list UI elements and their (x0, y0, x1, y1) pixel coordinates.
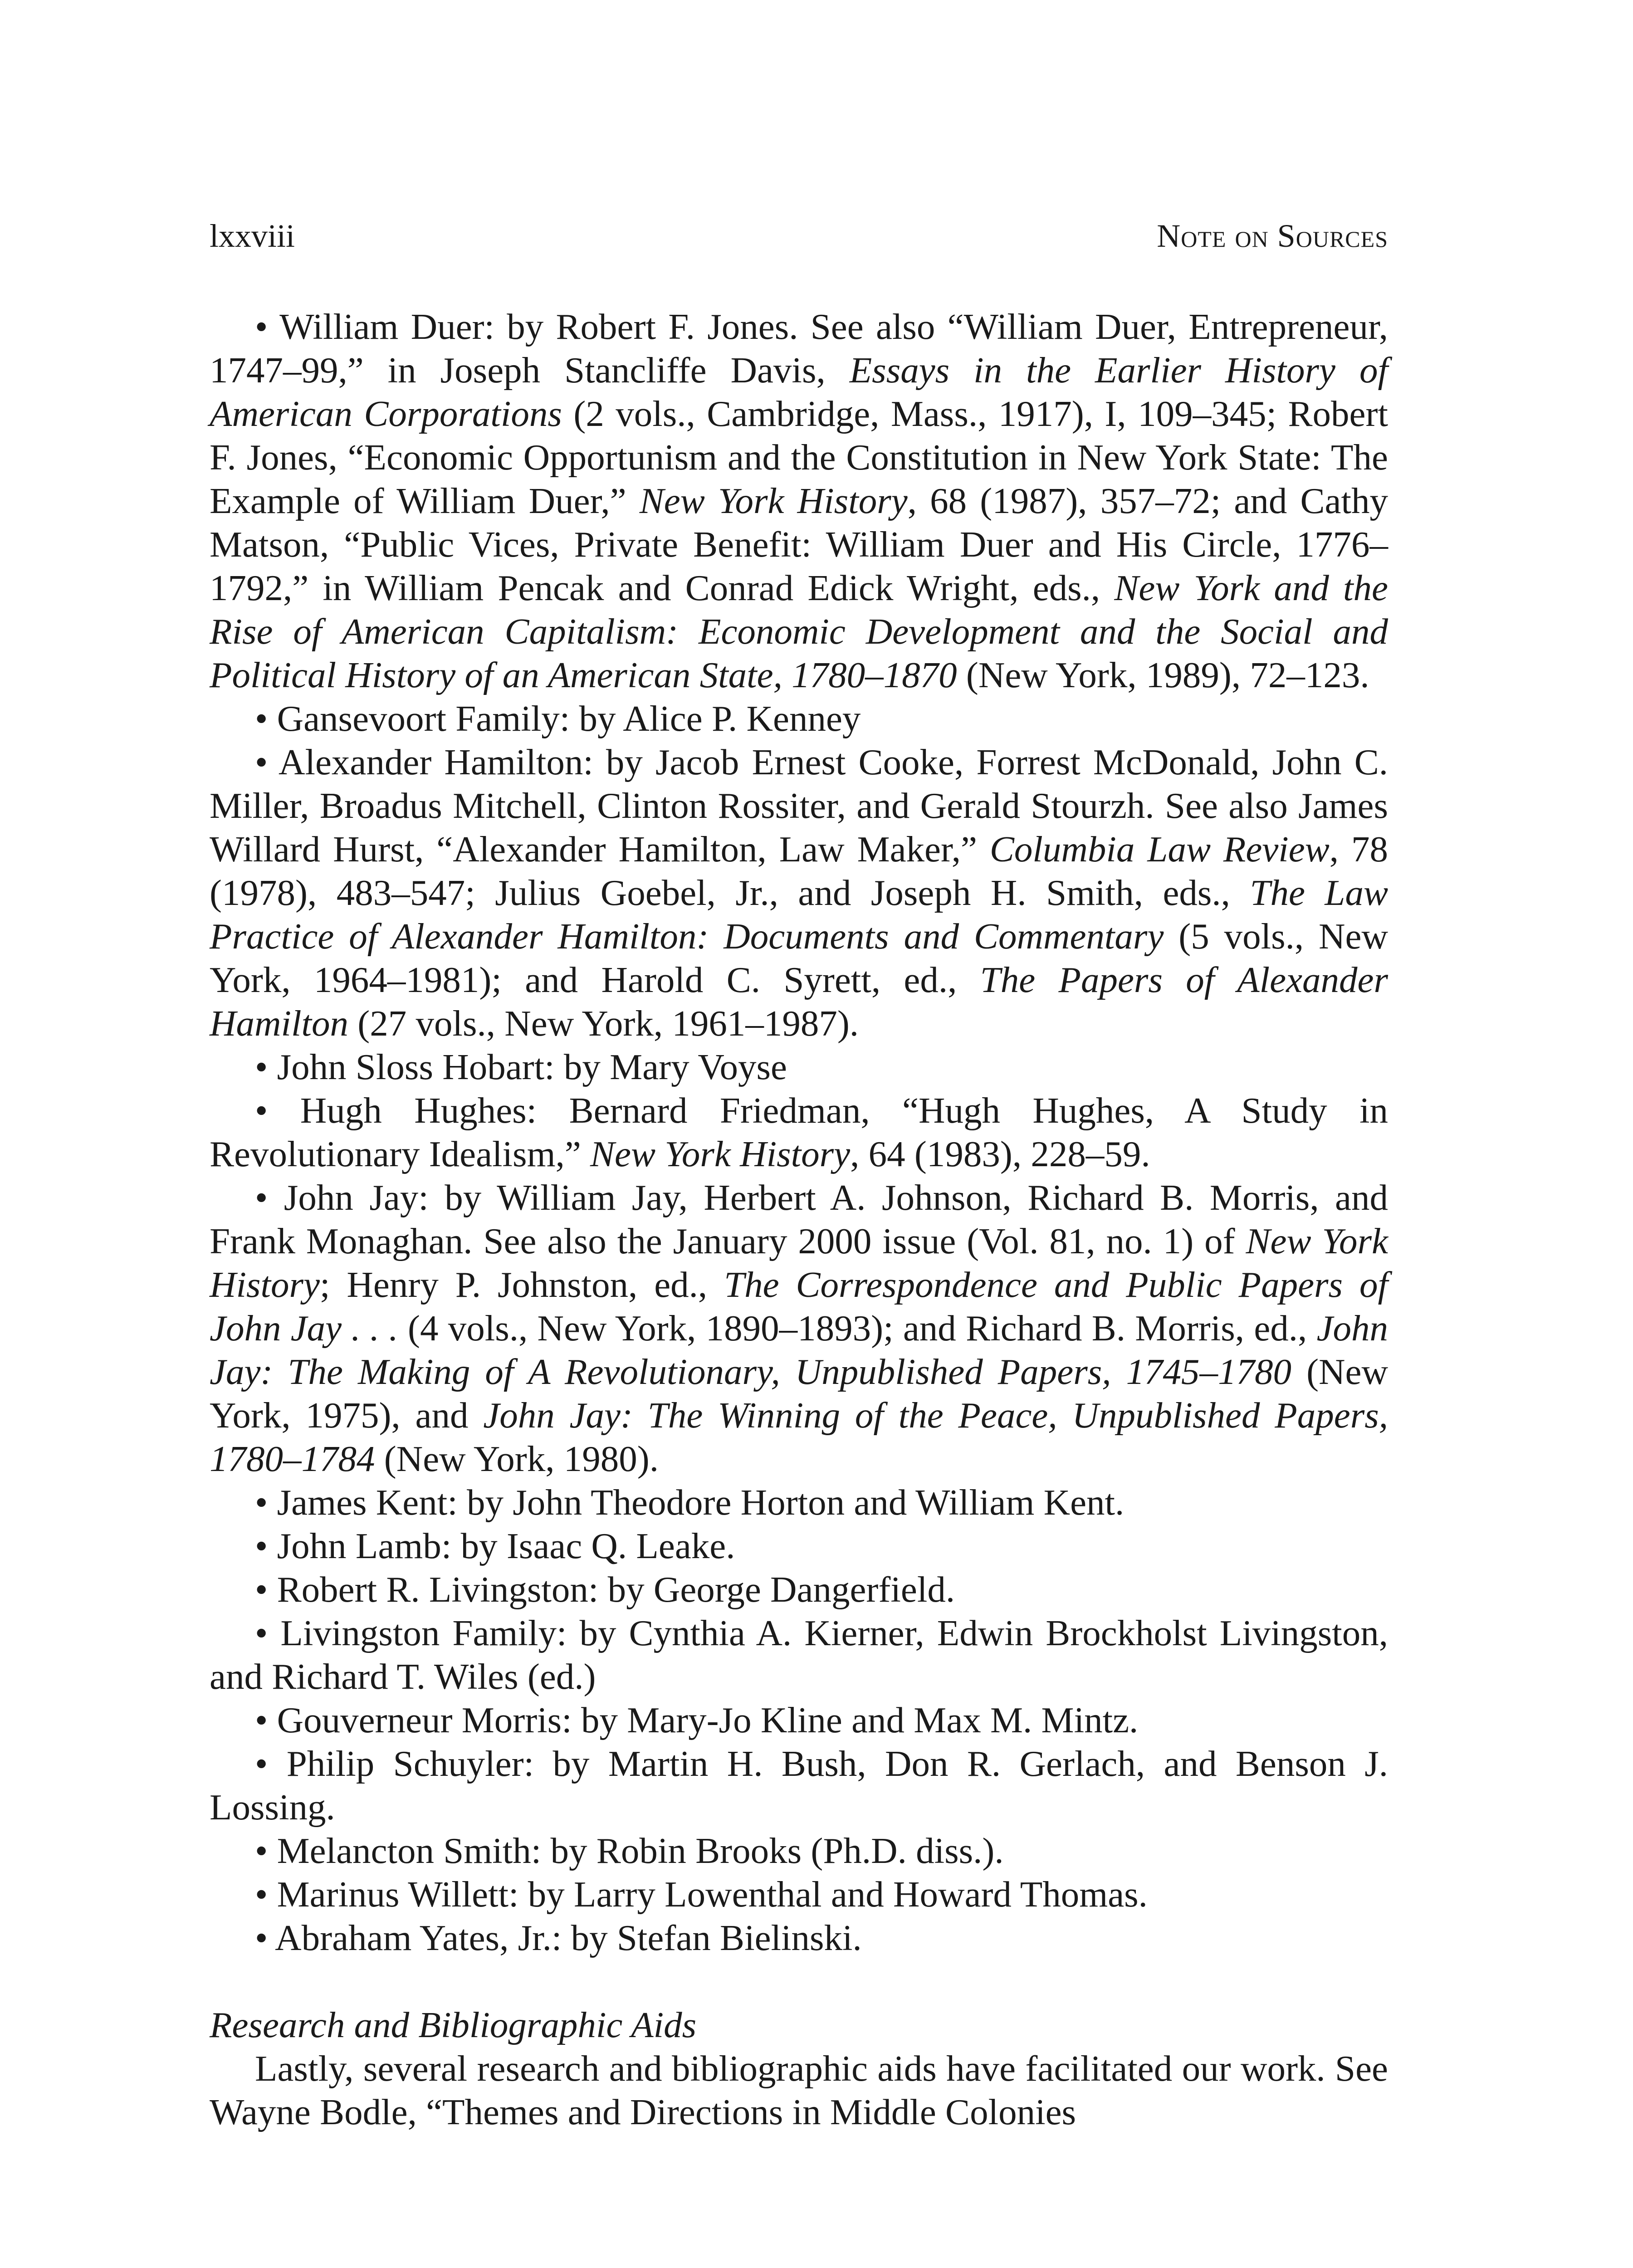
entry-text: • John Lamb: by Isaac Q. Leake. (255, 1525, 735, 1566)
section-heading: Research and Bibliographic Aids (210, 2004, 697, 2045)
entry-text: , 78 (1978), 483–547; Julius Goebel, Jr., and Joseph H. Smith, eds., (210, 829, 1389, 913)
entry-text: • Philip Schuyler: by Martin H. Bush, Don R. Gerlach, and Benson J. Lossing. (210, 1743, 1388, 1828)
bibliography-entry (210, 1089, 1388, 1176)
work-title: New York History (210, 1221, 1389, 1305)
running-title: Note on Sources (1157, 218, 1388, 254)
entry-text: • Livingston Family: by Cynthia A. Kierner, Edwin Brockholst Livingston, and Richard T. Wiles (ed.) (210, 1613, 1388, 1697)
bibliography-entry (210, 1829, 1388, 1872)
entry-text: • Hugh Hughes: Bernard Friedman, “Hugh Hughes, A Study in Revolutionary Idealism,” (210, 1090, 1388, 1174)
entry-text: (New York, 1975), and (210, 1351, 1389, 1436)
entry-text: ; Henry P. Johnston, ed., (320, 1264, 724, 1305)
entry-text: • John Sloss Hobart: by Mary Voyse (255, 1046, 787, 1087)
entry-text: • James Kent: by John Theodore Horton and William Kent. (255, 1482, 1125, 1523)
entry-text: • Marinus Willett: by Larry Lowenthal and Howard Thomas. (255, 1874, 1148, 1915)
work-title: The Correspondence and Public Papers of John Jay . . . (210, 1264, 1388, 1349)
work-title: The Law Practice of Alexander Hamilton: Documents and Commentary (210, 872, 1388, 957)
entry-text: • Melancton Smith: by Robin Brooks (Ph.D. diss.). (255, 1830, 1004, 1871)
entry-text: (New York, 1989), 72–123. (957, 655, 1369, 695)
work-title: The Papers of Alexander Hamilton (210, 959, 1389, 1044)
bibliography-entry (210, 1698, 1388, 1742)
bibliography-list (210, 305, 1388, 1960)
work-title: John Jay: The Making of A Revolutionary, Unpublished Papers, 1745–1780 (210, 1308, 1389, 1392)
entry-text: • John Jay: by William Jay, Herbert A. Johnson, Richard B. Morris, and Frank Monaghan. See also the January 2000 issue (Vol. 81, no. 1) of (210, 1177, 1388, 1261)
entry-text: • William Duer: by Robert F. Jones. See also “William Duer, Entrepreneur, 1747–99,” in Joseph Stancliffe Davis, (210, 306, 1388, 391)
work-title: New York History (639, 480, 908, 521)
work-title: New York History (590, 1134, 851, 1174)
bibliography-entry (210, 1045, 1388, 1089)
work-title: New York and the Rise of American Capitalism: Economic Development and the Social and Political History of an American State, 1780–1870 (210, 567, 1389, 695)
entry-text: , 68 (1987), 357–72; and Cathy Matson, “Public Vices, Private Benefit: William Duer and His Circle, 1776–1792,” in William Pencak and Conrad Edick Wright, eds., (210, 480, 1389, 608)
entry-text: (27 vols., New York, 1961–1987). (348, 1003, 859, 1044)
running-head (210, 215, 1388, 256)
work-title: Columbia Law Review (989, 829, 1330, 870)
entry-text: (2 vols., Cambridge, Mass., 1917), I, 109–345; Robert F. Jones, “Economic Opportunism and the Constitution in New York State: The Example of William Duer,” (210, 393, 1388, 521)
page-number: lxxviii (210, 218, 295, 254)
bibliography-entry (210, 1568, 1388, 1611)
entry-text: (4 vols., New York, 1890–1893); and Richard B. Morris, ed., (398, 1308, 1317, 1349)
bibliography-entry (210, 1524, 1388, 1568)
bibliography-entry (210, 305, 1388, 697)
entry-text: • Alexander Hamilton: by Jacob Ernest Cooke, Forrest McDonald, John C. Miller, Broadus Mitchell, Clinton Rossiter, and Gerald Stourzh. See also James Willard Hurst, “Alexander Hamilton, Law Maker,” (210, 742, 1388, 870)
entry-text: , 64 (1983), 228–59. (850, 1134, 1150, 1174)
bibliography-entry (210, 1611, 1388, 1698)
entry-text: • Robert R. Livingston: by George Dangerfield. (255, 1569, 955, 1610)
bibliography-entry (210, 1481, 1388, 1524)
work-title: John Jay: The Winning of the Peace, Unpublished Papers, 1780–1784 (210, 1395, 1388, 1479)
bibliography-entry (210, 740, 1388, 1045)
section-paragraph: Lastly, several research and bibliographic aids have facilitated our work. See Wayne Bodle, “Themes and Directions in Middle Colonies (210, 2048, 1388, 2132)
entry-text: (New York, 1980). (375, 1438, 659, 1479)
body-text (210, 305, 1388, 2134)
bibliography-entry (210, 1176, 1388, 1481)
bibliography-entry (210, 697, 1388, 740)
entry-text: • Abraham Yates, Jr.: by Stefan Bielinski. (255, 1917, 862, 1958)
entry-text: • Gouverneur Morris: by Mary-Jo Kline and Max M. Mintz. (255, 1700, 1139, 1740)
entry-text: • Gansevoort Family: by Alice P. Kenney (255, 698, 861, 739)
bibliography-entry (210, 1742, 1388, 1829)
entry-text: (5 vols., New York, 1964–1981); and Harold C. Syrett, ed., (210, 916, 1388, 1000)
bibliography-entry (210, 1916, 1388, 1960)
work-title: Essays in the Earlier History of American Corporations (210, 350, 1388, 434)
book-page (210, 0, 1388, 2268)
bibliography-entry (210, 1872, 1388, 1916)
